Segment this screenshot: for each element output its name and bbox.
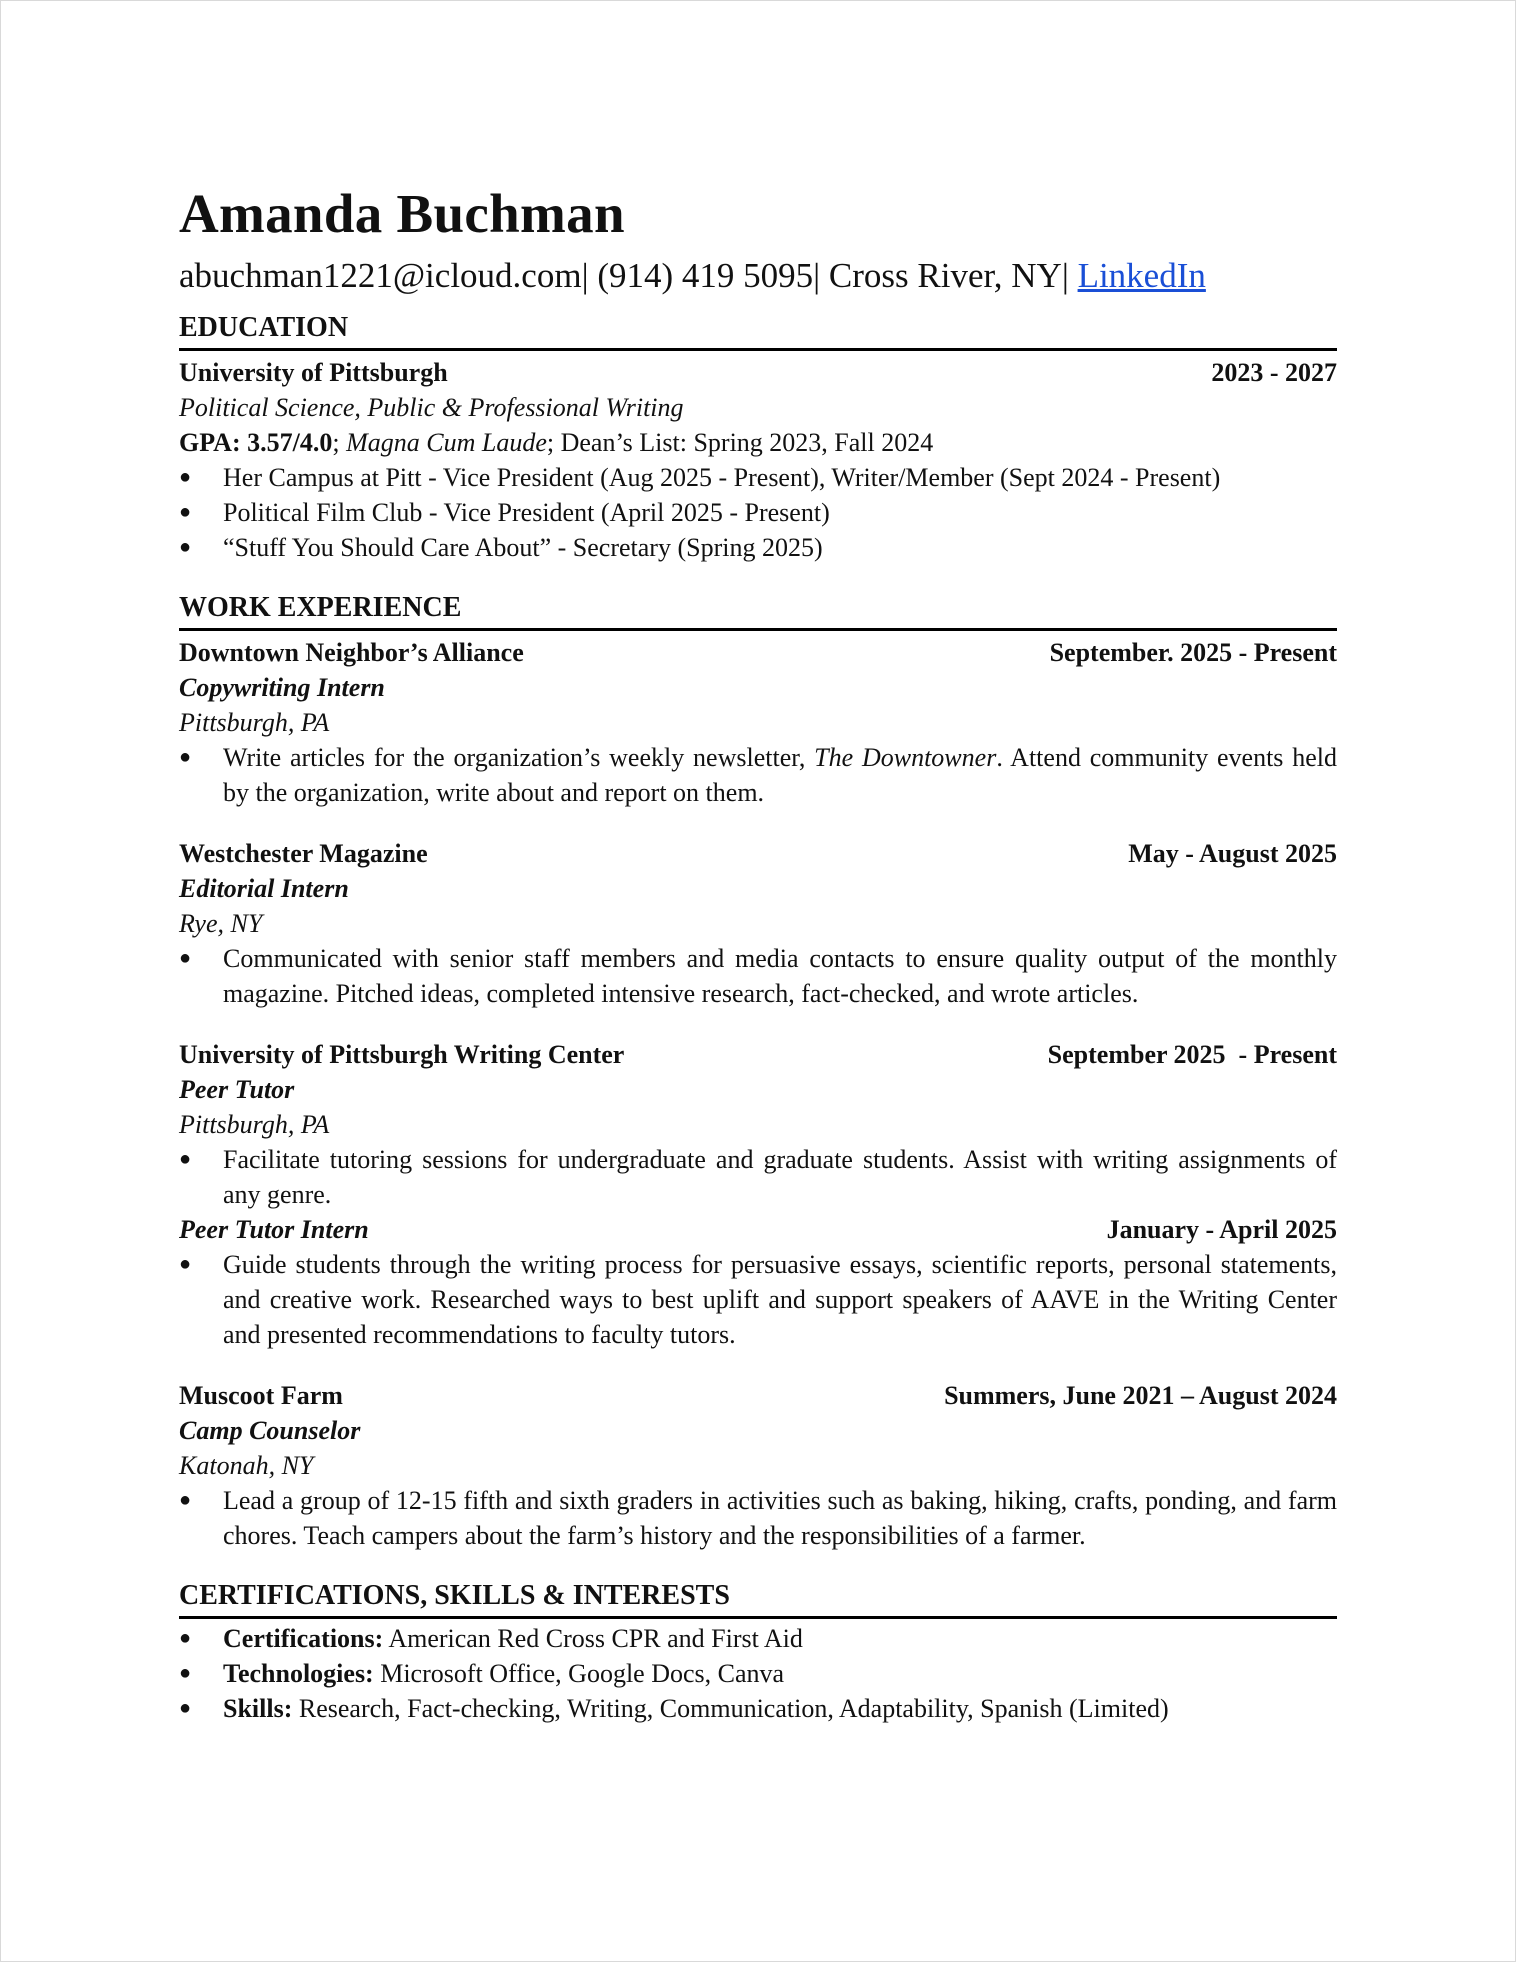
skill-value: Research, Fact-checking, Writing, Communication, Adaptability, Spanish (Limited) — [292, 1694, 1169, 1723]
list-item: ● Facilitate tutoring sessions for undergraduate and graduate students. Assist with writing assignments of any genre. — [179, 1142, 1337, 1212]
job-dates: January - April 2025 — [1106, 1215, 1337, 1244]
section-title-work: WORK EXPERIENCE — [179, 591, 1337, 631]
job-header-row — [179, 1037, 1337, 1072]
activities-list — [179, 460, 1337, 565]
education-section — [179, 311, 1337, 565]
job-role: Editorial Intern — [179, 874, 349, 903]
list-item: ● “Stuff You Should Care About” - Secretary (Spring 2025) — [179, 530, 1337, 565]
education-dates: 2023 - 2027 — [1211, 358, 1337, 387]
separator: | — [581, 256, 589, 295]
job-location: Pittsburgh, PA — [179, 1110, 330, 1139]
job-dates: September. 2025 - Present — [1049, 638, 1337, 667]
job-bullets — [179, 1483, 1337, 1553]
job-dates: May - August 2025 — [1128, 839, 1337, 868]
job-org: University of Pittsburgh Writing Center — [179, 1040, 625, 1069]
job-dates: September 2025 - Present — [1047, 1040, 1337, 1069]
job-bullets — [179, 1247, 1337, 1352]
job-role: Peer Tutor Intern — [179, 1215, 369, 1244]
job-role: Copywriting Intern — [179, 673, 385, 702]
skills-section — [179, 1579, 1337, 1726]
job-location: Katonah, NY — [179, 1451, 314, 1480]
section-title-education: EDUCATION — [179, 311, 1337, 351]
contact-line — [179, 251, 1337, 301]
email: abuchman1221@icloud.com — [179, 256, 582, 295]
job-header-row — [179, 836, 1337, 871]
resume-name: Amanda Buchman — [179, 183, 625, 244]
deans-list: ; Dean’s List: Spring 2023, Fall 2024 — [546, 428, 934, 457]
list-item: ● Her Campus at Pitt - Vice President (Aug 2025 - Present), Writer/Member (Sept 2024 - Present) — [179, 460, 1337, 495]
job-org: Westchester Magazine — [179, 839, 428, 868]
job-location: Rye, NY — [179, 909, 263, 938]
work-section — [179, 591, 1337, 1553]
skill-value: American Red Cross CPR and First Aid — [383, 1624, 803, 1653]
job-header-row — [179, 635, 1337, 670]
education-header-row — [179, 355, 1337, 390]
job-dates: Summers, June 2021 – August 2024 — [944, 1381, 1337, 1410]
job-org: Muscoot Farm — [179, 1381, 343, 1410]
list-item — [179, 1621, 1337, 1656]
list-item — [179, 1656, 1337, 1691]
list-item — [179, 740, 1337, 810]
newsletter-title: The Downtowner — [814, 743, 997, 772]
gpa: GPA: 3.57/4.0 — [179, 428, 333, 457]
honor: Magna Cum Laude — [346, 428, 547, 457]
job-role: Peer Tutor — [179, 1075, 295, 1104]
resume-content — [179, 179, 1337, 1726]
location: Cross River, NY — [828, 256, 1062, 295]
skill-label: Skills: — [223, 1694, 293, 1723]
linkedin-link[interactable]: LinkedIn — [1077, 256, 1206, 295]
school-name: University of Pittsburgh — [179, 358, 448, 387]
job-role: Camp Counselor — [179, 1416, 361, 1445]
job-bullets — [179, 1142, 1337, 1212]
section-title-skills: CERTIFICATIONS, SKILLS & INTERESTS — [179, 1579, 1337, 1619]
job-entry — [179, 1378, 1337, 1553]
gpa-line: GPA: 3.57/4.0; Magna Cum Laude; Dean’s List: Spring 2023, Fall 2024 — [179, 428, 934, 457]
major: Political Science, Public & Professional Writing — [179, 393, 684, 422]
job-entry — [179, 635, 1337, 810]
bullet-text: Write articles for the organization’s weekly newsletter, — [223, 743, 815, 772]
job-bullets — [179, 740, 1337, 810]
separator: | — [1061, 256, 1069, 295]
skill-label: Technologies: — [223, 1659, 374, 1688]
job-subrole-row — [179, 1212, 1337, 1247]
list-item: ● Guide students through the writing process for persuasive essays, scientific reports, personal statements, and creative work. Researched ways to best uplift and support speakers of AAVE in the Writing Center and presented recommendations to faculty tutors. — [179, 1247, 1337, 1352]
job-entry — [179, 1037, 1337, 1352]
job-location: Pittsburgh, PA — [179, 708, 330, 737]
job-header-row — [179, 1378, 1337, 1413]
list-item: ● Political Film Club - Vice President (April 2025 - Present) — [179, 495, 1337, 530]
job-entry — [179, 836, 1337, 1011]
list-item — [179, 1691, 1337, 1726]
skill-value: Microsoft Office, Google Docs, Canva — [373, 1659, 785, 1688]
skill-label: Certifications: — [223, 1624, 384, 1653]
phone: (914) 419 5095 — [597, 256, 814, 295]
skills-list — [179, 1621, 1337, 1726]
bullet-text: . Attend community events held by the organization, write about and report on them. — [223, 743, 1337, 807]
job-org: Downtown Neighbor’s Alliance — [179, 638, 524, 667]
list-item: ● Lead a group of 12-15 fifth and sixth graders in activities such as baking, hiking, crafts, ponding, and farm chores. Teach campers about the farm’s history and the responsibilities of a farmer. — [179, 1483, 1337, 1553]
job-bullets — [179, 941, 1337, 1011]
separator: | — [813, 256, 821, 295]
list-item: ● Communicated with senior staff members and media contacts to ensure quality output of the monthly magazine. Pitched ideas, completed intensive research, fact-checked, and wrote articles. — [179, 941, 1337, 1011]
